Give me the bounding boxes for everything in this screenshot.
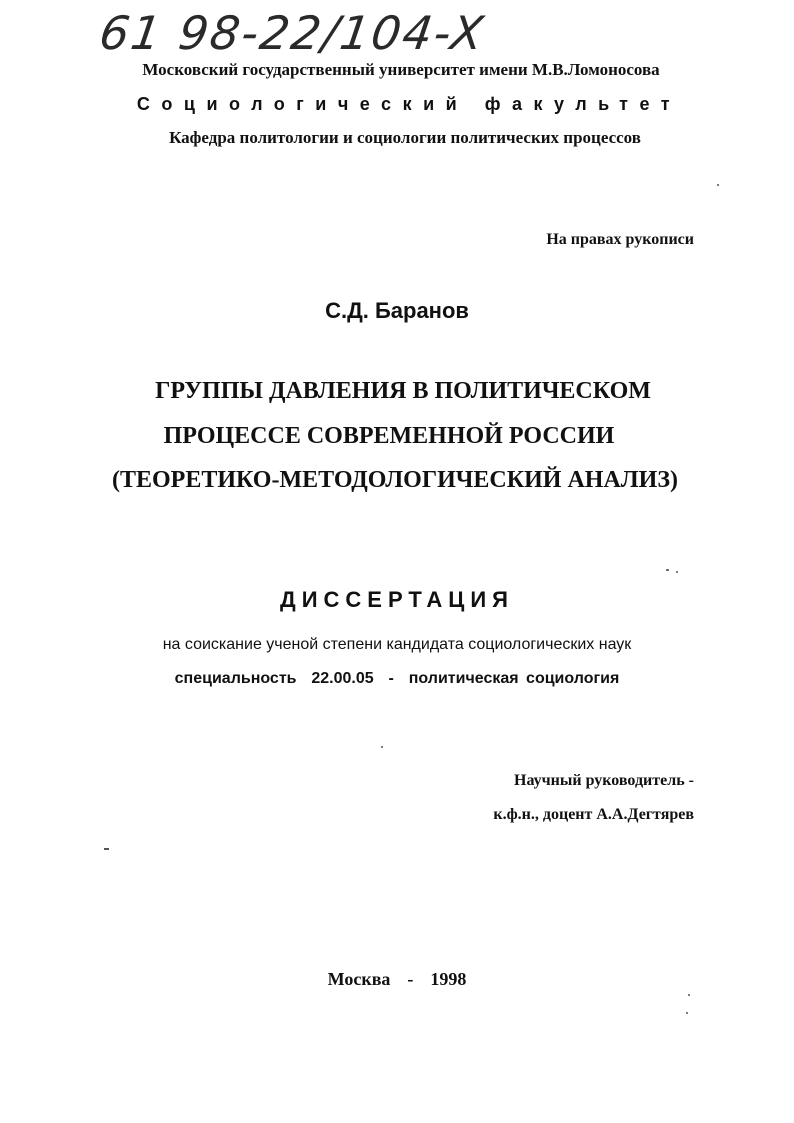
scan-speck — [717, 184, 719, 186]
scan-speck — [104, 848, 109, 850]
scan-speck — [688, 994, 690, 996]
specialty-line: специальность 22.00.05 - политическая социология — [174, 670, 620, 687]
manuscript-note: На правах рукописи — [546, 231, 694, 248]
thesis-title-line-1: ГРУППЫ ДАВЛЕНИЯ В ПОЛИТИЧЕСКОМ — [155, 378, 651, 404]
scan-speck — [381, 746, 383, 748]
handwritten-archive-code: 61 98-22/104-X — [96, 6, 489, 60]
city-and-year: Москва - 1998 — [327, 969, 467, 989]
scan-speck — [676, 571, 678, 573]
department-name: Кафедра политологии и социологии политических процессов — [169, 128, 641, 147]
thesis-title-line-2: ПРОЦЕССЕ СОВРЕМЕННОЙ РОССИИ — [163, 423, 615, 449]
advisor-name: к.ф.н., доцент А.А.Дегтярев — [493, 806, 694, 823]
degree-description: на соискание ученой степени кандидата социологических наук — [162, 636, 632, 653]
author-name: С.Д. Баранов — [325, 298, 469, 323]
thesis-title-line-3: (ТЕОРЕТИКО-МЕТОДОЛОГИЧЕСКИЙ АНАЛИЗ) — [111, 467, 678, 493]
document-type: ДИССЕРТАЦИЯ — [280, 587, 514, 612]
scan-speck — [686, 1012, 688, 1014]
faculty-name: Социологический факультет — [136, 94, 682, 114]
university-name: Московский государственный университет имени М.В.Ломоносова — [142, 60, 660, 79]
scan-speck — [666, 569, 669, 571]
advisor-label: Научный руководитель - — [514, 772, 694, 789]
